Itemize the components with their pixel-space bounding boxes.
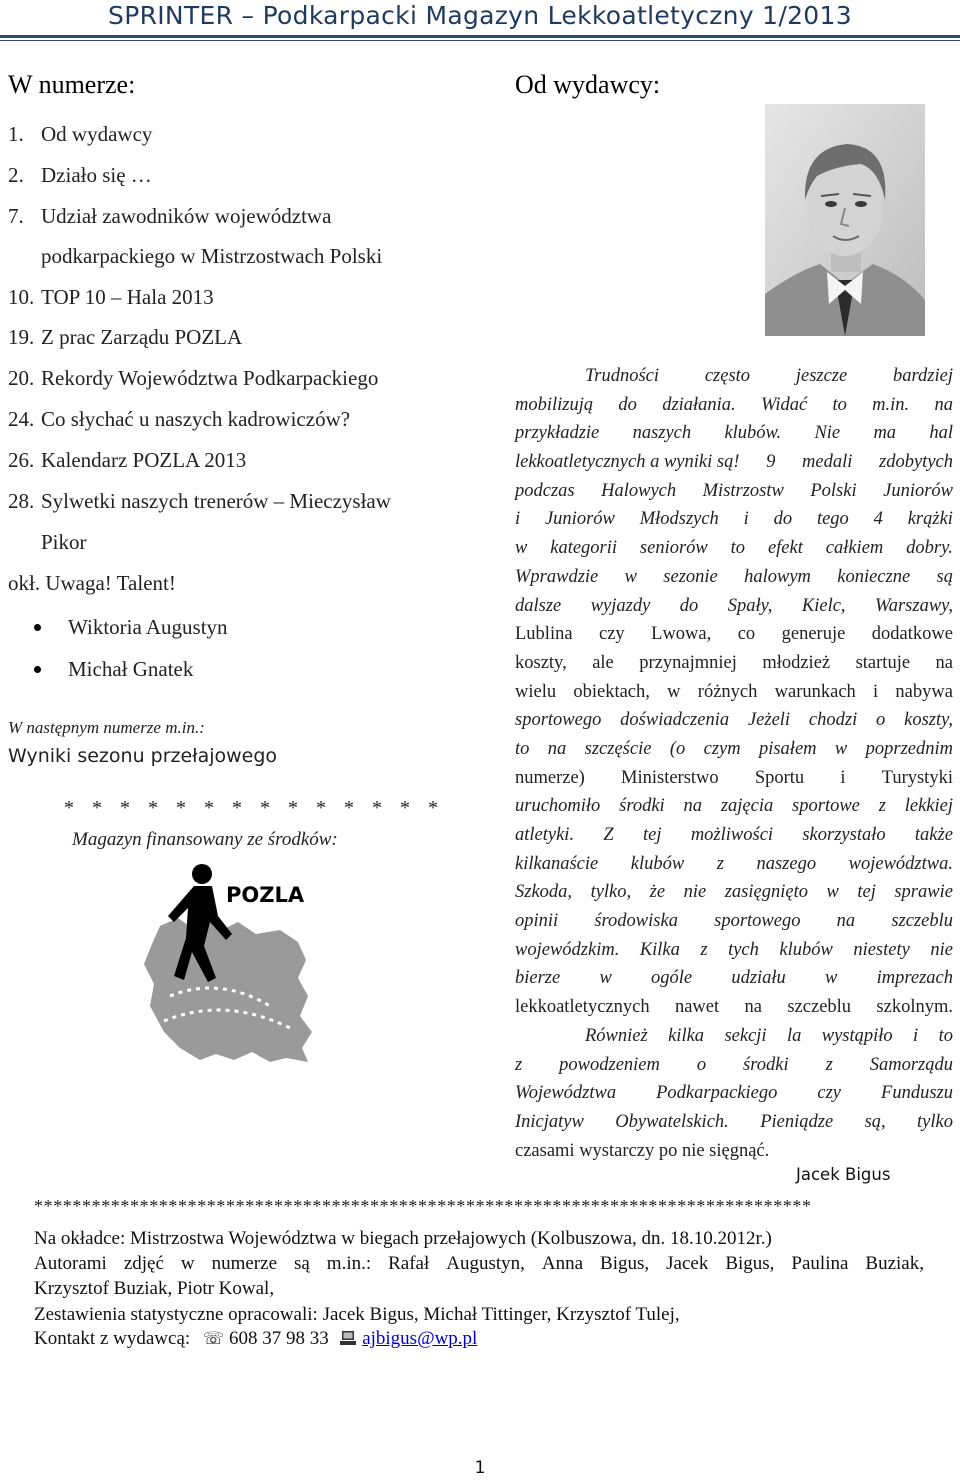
article-word: województwa. (848, 853, 953, 874)
toc-bullet-item: Wiktoria Augustyn (34, 615, 228, 640)
article-word: konieczne (837, 566, 911, 587)
article-word: Lublina (515, 624, 573, 645)
toc-item-text: Pikor (41, 530, 87, 554)
credit-word: zdjęć (123, 1253, 164, 1274)
article-word: zasięgnięto (724, 882, 808, 903)
article-line (515, 592, 953, 621)
toc-item (41, 244, 382, 269)
article-word: przynajmniej (639, 652, 737, 673)
article-line (515, 1051, 953, 1080)
article-word: i (913, 1025, 919, 1046)
article-word: nie (930, 939, 953, 960)
header-rule (0, 35, 960, 38)
toc-item-text: Od wydawcy (41, 122, 153, 146)
stars-divider: ********************************************************************************* (34, 1196, 812, 1216)
article-word: są (936, 566, 953, 587)
article-word: wystąpiło (821, 1025, 893, 1046)
article-word: Młodszych (639, 509, 719, 530)
article-word: (o (669, 738, 686, 759)
article-word: ogóle (651, 968, 693, 989)
article-word: czy (817, 1083, 841, 1104)
article-word: koszty, (904, 710, 953, 731)
article-word: czym (703, 738, 741, 759)
toc-item (8, 407, 350, 432)
article-word: kilkanaście (515, 853, 599, 874)
bullet-icon (34, 666, 41, 673)
article-word: efekt (767, 538, 803, 559)
article-line (515, 706, 953, 735)
article-line (515, 735, 953, 764)
page-number: 1 (474, 1458, 486, 1478)
toc-item (8, 204, 331, 229)
article-word: udziału (731, 968, 786, 989)
article-word: na (744, 997, 762, 1018)
article-word: zdobytych (879, 452, 953, 473)
toc-item-text: Rekordy Województwa Podkarpackiego (41, 366, 379, 390)
article-word: wojewódzkim. (515, 939, 620, 960)
toc-item-number: 10. (8, 285, 35, 309)
next-issue-label: W następnym numerze m.in.: (8, 718, 205, 737)
article-word: Inicjatyw (515, 1111, 584, 1132)
article-word: środki (743, 1054, 789, 1075)
credit-word: Autorami (34, 1253, 107, 1274)
article-word: chodzi (808, 710, 858, 731)
article-word: w (515, 538, 528, 559)
toc-item (8, 325, 242, 350)
toc-item-number: 24. (8, 407, 35, 431)
article-word: kategorii (550, 538, 618, 559)
photo-credits-line1 (34, 1253, 924, 1275)
article-line (515, 764, 953, 793)
toc-item (8, 122, 152, 147)
article-word: z (825, 1054, 833, 1075)
article-word: Mistrzostw (702, 480, 784, 501)
article-word: w (599, 968, 612, 989)
credit-word: numerze (211, 1253, 277, 1274)
stats-credits: Zestawienia statystyczne opracowali: Jacek Bigus, Michał Tittinger, Krzysztof Tulej, (34, 1304, 680, 1325)
credit-word: Bigus, (600, 1253, 650, 1274)
pozla-logo (130, 856, 320, 1066)
article-word: Z (603, 825, 614, 845)
bullet-icon (34, 624, 41, 631)
article-line (515, 563, 953, 592)
article-line (515, 419, 953, 448)
cover-caption: Na okładce: Mistrzostwa Województwa w biegach przełajowych (Kolbuszowa, dn. 18.10.2012r.) (34, 1228, 772, 1249)
article-word: z (716, 853, 724, 874)
article-word: atletyki. (515, 825, 575, 845)
article-word: na (935, 652, 953, 673)
article-word: i (840, 767, 846, 788)
article-line (515, 362, 953, 391)
article-word: i (515, 509, 521, 530)
article-word: z (700, 939, 708, 960)
article-word: szczeblu (891, 911, 953, 932)
article-word: jeszcze (795, 366, 848, 386)
editor-photo (765, 104, 925, 336)
article-word: to (938, 1025, 953, 1046)
email-link[interactable]: ajbigus@wp.pl (362, 1328, 478, 1349)
article-word: czasami wystarczy po nie sięgnąć. (515, 1140, 770, 1161)
article-word: Halowych (601, 480, 677, 501)
article-word: pisałem (758, 738, 817, 759)
contact-label: Kontakt z wydawcą: (34, 1328, 191, 1349)
article-word: warunkach (774, 681, 856, 702)
credit-word: są (293, 1253, 310, 1274)
article-word: Warszawy, (875, 595, 953, 616)
article-word: do (679, 595, 699, 616)
article-word: na (934, 394, 953, 415)
toc-item-text: Udział zawodników województwa (41, 204, 332, 228)
article-line (515, 505, 953, 534)
computer-icon (339, 1330, 357, 1346)
toc-item (41, 530, 87, 555)
article-word: do (773, 509, 793, 530)
article-line (515, 391, 953, 420)
article-line (515, 620, 953, 649)
article-word: lekkoatletycznych (515, 997, 650, 1018)
article-word: tej (857, 882, 876, 903)
article-word: niestety (853, 939, 910, 960)
article-word: Sportu (754, 767, 805, 788)
editor-article (515, 362, 953, 1165)
article-word: tylko (917, 1111, 953, 1132)
article-word: dobry. (906, 538, 953, 559)
toc-cover-item: okł. Uwaga! Talent! (8, 571, 176, 595)
article-line (515, 907, 953, 936)
article-word: Polski (810, 480, 857, 501)
article-word: 4 (873, 509, 883, 530)
article-word: la (786, 1025, 802, 1046)
toc-item-text: Kalendarz POZLA 2013 (41, 448, 247, 472)
article-word: że (649, 882, 666, 903)
podkarpackie-map-shape (144, 918, 312, 1062)
article-line (515, 821, 953, 850)
article-word: klubów. (724, 423, 782, 444)
contact-line (34, 1328, 477, 1350)
toc-item-text: Działo się … (41, 163, 152, 187)
article-word: doświadczenia (620, 710, 730, 731)
article-word: tej (643, 825, 662, 845)
photo-credits-line2: Krzysztof Buziak, Piotr Kowal, (34, 1278, 275, 1299)
credit-word: Paulina (791, 1253, 849, 1274)
article-word: z (515, 1054, 523, 1075)
article-word: i (743, 509, 749, 530)
article-word: szczęście (584, 738, 652, 759)
article-word: naszego (756, 853, 817, 874)
credit-word: Bigus, (725, 1253, 775, 1274)
article-word: sportowe (792, 796, 860, 817)
credit-word: Jacek (666, 1253, 709, 1274)
article-word: koszty, (515, 652, 567, 673)
article-word: na (836, 911, 856, 932)
article-word: mobilizują (515, 394, 594, 415)
article-word: wielu (515, 681, 557, 702)
toc-item-number: 26. (8, 448, 35, 472)
article-word: Lwowa, (651, 624, 712, 645)
toc-item-text: Co słychać u naszych kadrowiczów? (41, 407, 351, 431)
article-line (515, 477, 953, 506)
article-word: dodatkowe (871, 624, 953, 645)
article-word: Spały, (727, 595, 773, 616)
article-word: sprawie (894, 882, 953, 903)
editor-signature: Jacek Bigus (796, 1165, 891, 1184)
article-word: to (730, 538, 746, 559)
toc-item-number: 7. (8, 204, 24, 228)
article-line (515, 993, 953, 1022)
article-word: imprezach (876, 968, 953, 989)
article-word: także (914, 825, 953, 845)
article-word: Widać (760, 394, 808, 415)
toc-item (8, 448, 246, 473)
article-word: w (624, 566, 637, 587)
editor-title: Od wydawcy: (515, 70, 661, 99)
toc-item-text: Z prac Zarządu POZLA (41, 325, 243, 349)
article-word: wyjazdy (590, 595, 651, 616)
article-word: różnych (697, 681, 758, 702)
article-word: Samorządu (869, 1054, 953, 1075)
next-issue-title: Wyniki sezonu przełajowego (8, 745, 278, 767)
credit-word: Augustyn, (446, 1253, 525, 1274)
article-word: Pieniądze (760, 1111, 834, 1132)
article-word: Turystyki (881, 767, 953, 788)
article-word: lekkoatletycznych a wyniki są! (515, 452, 740, 473)
article-word: przykładzie (515, 423, 600, 444)
article-line (515, 878, 953, 907)
credit-word: Rafał (388, 1253, 430, 1274)
article-line (515, 448, 953, 477)
article-word: naszych (632, 423, 692, 444)
toc-title: W numerze: (8, 70, 136, 99)
article-word: seniorów (639, 538, 708, 559)
article-word: tego (816, 509, 849, 530)
article-word: dalsze (515, 595, 562, 616)
article-word: sezonie (663, 566, 718, 587)
credit-word: Buziak, (865, 1253, 924, 1274)
article-word: 9 (766, 452, 776, 473)
toc-item-text: Sylwetki naszych trenerów – Mieczysław (41, 489, 391, 513)
article-line (515, 792, 953, 821)
article-word: sportowego (714, 911, 801, 932)
article-word: młodzież (762, 652, 831, 673)
article-word: Również (585, 1025, 648, 1046)
stars-separator: * * * * * * * * * * * * * * (64, 797, 445, 819)
article-word: klubów (779, 939, 833, 960)
toc-bullet-item: Michał Gnatek (34, 657, 193, 682)
article-word: ma (873, 423, 897, 444)
article-word: to (515, 738, 530, 759)
article-word: sportowego (515, 710, 602, 731)
article-word: o (876, 710, 886, 731)
article-word: tych (728, 939, 759, 960)
phone-number: 608 37 98 33 (228, 1328, 329, 1349)
article-word: podczas (515, 480, 575, 501)
article-word: klubów (630, 853, 685, 874)
article-word: o (696, 1054, 707, 1075)
article-word: Obywatelskich. (615, 1111, 729, 1132)
article-word: bardziej (893, 366, 953, 386)
article-word: Juniorów (544, 509, 615, 530)
article-word: czy (599, 624, 625, 645)
article-word: środowiska (594, 911, 678, 932)
article-line (515, 649, 953, 678)
article-word: często (704, 366, 751, 386)
article-word: Trudności (585, 366, 660, 386)
article-word: halowym (744, 566, 811, 587)
article-word: opinii (515, 911, 559, 932)
article-word: Ministerstwo (621, 767, 719, 788)
magazine-header: SPRINTER – Podkarpacki Magazyn Lekkoatletyczny 1/2013 (108, 1, 852, 30)
article-word: hal (929, 423, 953, 444)
article-word: Kilka (639, 939, 680, 960)
toc-item (8, 285, 214, 310)
article-word: kilka (668, 1025, 705, 1046)
article-word: całkiem (825, 538, 884, 559)
article-word: Nie (814, 423, 841, 444)
article-word: skorzystało (802, 825, 886, 845)
logo-text: POZLA (226, 883, 305, 907)
article-word: lekkiej (904, 796, 953, 817)
article-word: w (825, 968, 838, 989)
article-word: szkolnym. (876, 997, 953, 1018)
article-line (515, 936, 953, 965)
article-line (515, 850, 953, 879)
credit-word: Anna (541, 1253, 584, 1274)
article-line (515, 1022, 953, 1051)
article-line (515, 534, 953, 563)
article-word: co (737, 624, 756, 645)
article-word: powodzeniem (559, 1054, 660, 1075)
article-word: w (667, 681, 681, 702)
credit-word: m.in.: (326, 1253, 372, 1274)
article-word: działania. (662, 394, 736, 415)
article-line (515, 964, 953, 993)
article-word: to (832, 394, 847, 415)
toc-item-number: 1. (8, 122, 24, 146)
article-word: możliwości (690, 825, 774, 845)
article-word: Województwa (515, 1083, 617, 1104)
toc-item-number: 20. (8, 366, 35, 390)
toc-item-text: podkarpackiego w Mistrzostwach Polski (41, 244, 383, 268)
article-line (515, 678, 953, 707)
article-line (515, 1137, 953, 1166)
article-word: tylko, (590, 882, 632, 903)
header-rule-thin (0, 40, 960, 41)
article-word: ale (592, 652, 614, 673)
article-word: bierze (515, 968, 561, 989)
article-word: w (826, 882, 839, 903)
toc-item-number: 28. (8, 489, 35, 513)
article-word: generuje (781, 624, 846, 645)
article-word: i (873, 681, 879, 702)
article-word: Kielc, (801, 595, 846, 616)
funding-label: Magazyn finansowany ze środków: (72, 829, 338, 850)
toc-item (8, 366, 378, 391)
article-word: sekcji (724, 1025, 767, 1046)
article-line (515, 1079, 953, 1108)
article-word: Szkoda, (515, 882, 573, 903)
article-word: Wprawdzie (515, 566, 599, 587)
article-word: do (618, 394, 637, 415)
article-word: nawet (674, 997, 720, 1018)
article-word: Jeżeli (747, 710, 791, 731)
article-word: zajęcia (720, 796, 774, 817)
article-word: poprzednim (865, 738, 953, 759)
article-word: uruchomiło (515, 796, 601, 817)
article-word: krążki (907, 509, 953, 530)
article-word: są, (864, 1111, 886, 1132)
article-word: w (834, 738, 848, 759)
toc-item-number: 2. (8, 163, 24, 187)
article-word: Funduszu (881, 1083, 953, 1104)
article-word: szczeblu (787, 997, 852, 1018)
credit-word: w (180, 1253, 195, 1274)
article-word: nie (683, 882, 707, 903)
toc-item-number: 19. (8, 325, 35, 349)
article-word: startuje (855, 652, 911, 673)
phone-icon: ☏ (202, 1329, 225, 1349)
article-word: medali (802, 452, 853, 473)
article-word: z (878, 796, 886, 817)
toc-item (8, 163, 152, 188)
article-word: numerze) (515, 767, 585, 788)
article-word: obiektach, (573, 681, 650, 702)
article-line (515, 1108, 953, 1137)
article-word: Juniorów (883, 480, 953, 501)
article-word: Podkarpackiego (656, 1083, 778, 1104)
article-word: na (547, 738, 567, 759)
toc-item-text: TOP 10 – Hala 2013 (41, 285, 214, 309)
toc-item (8, 489, 391, 514)
article-word: środki (619, 796, 665, 817)
article-word: m.in. (872, 394, 910, 415)
article-word: nabywa (895, 681, 953, 702)
article-word: na (683, 796, 703, 817)
